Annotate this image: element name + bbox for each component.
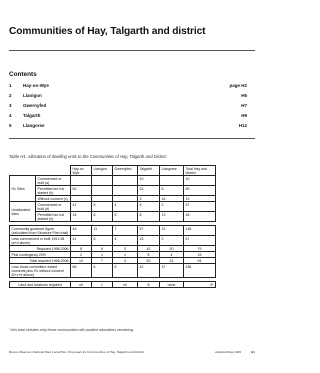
col-header: Llangorse [160,166,184,176]
row-label: Community guidance figure (calculated from Structure Plan total) [10,226,71,236]
table-header-row [10,166,216,176]
contents-item-page: page H2 [229,83,247,88]
cell: 8 [160,186,184,196]
cell: 2 [160,236,184,246]
cell: 50 [138,258,160,264]
contents-item[interactable] [9,93,247,103]
table-row [10,264,216,278]
cell: 57 [138,226,160,236]
row-group-label: Unallocated sites [10,202,36,222]
cell: 4 [113,236,138,246]
cell: 79 [184,246,216,252]
cell: 7 [92,258,113,264]
cell: 8 [71,246,92,252]
cell: 5 [92,202,113,212]
cell: 31 [138,186,160,196]
cell: 8 [138,282,160,288]
divider [9,50,255,51]
contents-item-number: 5 [9,123,12,128]
cell: 41 [71,236,92,246]
contents-item-page: H9 [241,113,247,118]
cell: 67 [184,236,216,246]
footer-date: Adopted May 1999 [215,350,241,354]
cell: 13 [160,212,184,222]
row-label: Without consent (c) [36,196,71,202]
page-title: Communities of Hay, Talgarth and district [9,26,206,37]
cell: 3 [138,196,160,202]
cell: 22 [160,226,184,236]
cell: 5 [138,202,160,212]
contents-item[interactable] [9,113,247,123]
table-row [10,212,216,222]
contents-item-number: 1 [9,83,12,88]
col-header: Talgarth [138,166,160,176]
contents-item-label: Talgarth [23,113,41,118]
table-caption: Table H1. Allocation of dwelling units to the Communities of Hay, Talgarth and District [9,154,167,159]
cell: nil [113,282,138,288]
cell: 10 [184,176,216,186]
cell: 146 [184,226,216,236]
row-label: Required 1998-2006 [10,246,71,252]
table-row [10,282,216,288]
cell: 6 [92,246,113,252]
cell: 24 [160,258,184,264]
page-number: H1 [251,350,255,354]
cell: 5 [113,264,138,278]
cell: 1 [113,252,138,258]
cell [113,176,138,186]
col-header: Total Hay and district [184,166,216,176]
contents-item-number: 4 [9,113,12,118]
contents-list [9,83,247,133]
cell: 48 [184,212,216,222]
cell: 156 [184,264,216,278]
cell: 66 [71,264,92,278]
cell: 10 [138,176,160,186]
contents-item-label: Gwernyfed [23,103,47,108]
row-label: Commenced or built (a) [36,176,71,186]
cell: nil [71,282,92,288]
footer-title: Brecon Beacons National Park Local Plan: Proposals for Communities of Hay, Talgarth and District [9,350,144,354]
divider [9,138,255,139]
cell: 7 [113,226,138,236]
cell [92,176,113,186]
cell: 5 [92,236,113,246]
row-label: Permitted but not started (b) [36,186,71,196]
cell: 42 [138,246,160,252]
col-header: Llanigon [92,166,113,176]
cell: 4 [160,252,184,258]
row-label: Less commenced or built 1991-98 (a+d above) [10,236,71,246]
cell: 5 [113,212,138,222]
cell: 15 [184,252,216,258]
table-row [10,236,216,246]
cell: 15 [138,236,160,246]
row-label: Land and locations required [10,282,71,288]
footnote: * this total includes only those communities with positive allocations remaining [9,328,133,332]
cell: 89 [184,186,216,196]
cell: 16 [160,196,184,202]
cell: 3 [113,246,138,252]
contents-item-page: H7 [241,103,247,108]
cell: 50 [71,186,92,196]
cell: none [160,282,184,288]
contents-item-label: Hay-on-Wye [23,83,49,88]
contents-item-page: H12 [238,123,247,128]
cell: 4 [113,202,138,212]
contents-item-number: 2 [9,93,12,98]
cell: 6 [92,212,113,222]
row-group-label: H1 Sites [10,176,36,202]
cell: 9* [184,282,216,288]
row-label: Plus contingency 20% [10,252,71,258]
contents-item[interactable] [9,103,247,113]
contents-item[interactable] [9,83,247,93]
table-row [10,176,216,186]
cell: 6 [92,264,113,278]
table-row [10,186,216,196]
table-row [10,226,216,236]
cell: 2 [71,252,92,258]
contents-item[interactable] [9,123,247,133]
contents-item-page: H5 [241,93,247,98]
cell: 8 [138,212,160,222]
contents-item-label: Llangorse [23,123,45,128]
row-label: Permitted but not started (e) [36,212,71,222]
cell: 41 [71,202,92,212]
allocation-table [9,165,216,288]
contents-heading: Contents [9,71,37,78]
cell [160,176,184,186]
cell: 37 [160,264,184,278]
contents-item-number: 3 [9,103,12,108]
cell: 3 [113,258,138,264]
cell: 8 [138,252,160,258]
cell: 42 [138,264,160,278]
cell: 10 [71,258,92,264]
cell: 20 [160,246,184,252]
cell: 11 [92,226,113,236]
cell: 19 [184,196,216,202]
cell: 1 [92,252,113,258]
cell [92,186,113,196]
row-label: Less those committed: extant consents plus H1 without consent (b+c+e above) [10,264,71,278]
cell: 94 [184,258,216,264]
cell: 49 [71,226,92,236]
cell: 16 [71,212,92,222]
cell: 57 [184,202,216,212]
col-header: Hay on Wye [71,166,92,176]
cell [113,186,138,196]
row-label: Total required 1998-2006 [10,258,71,264]
cell [71,176,92,186]
cell: 2 [160,202,184,212]
table-row [10,202,216,212]
cell: 1 [92,282,113,288]
col-header: Gwernyfed [113,166,138,176]
contents-item-label: Llanigon [23,93,42,98]
row-label: Commenced or built (d) [36,202,71,212]
